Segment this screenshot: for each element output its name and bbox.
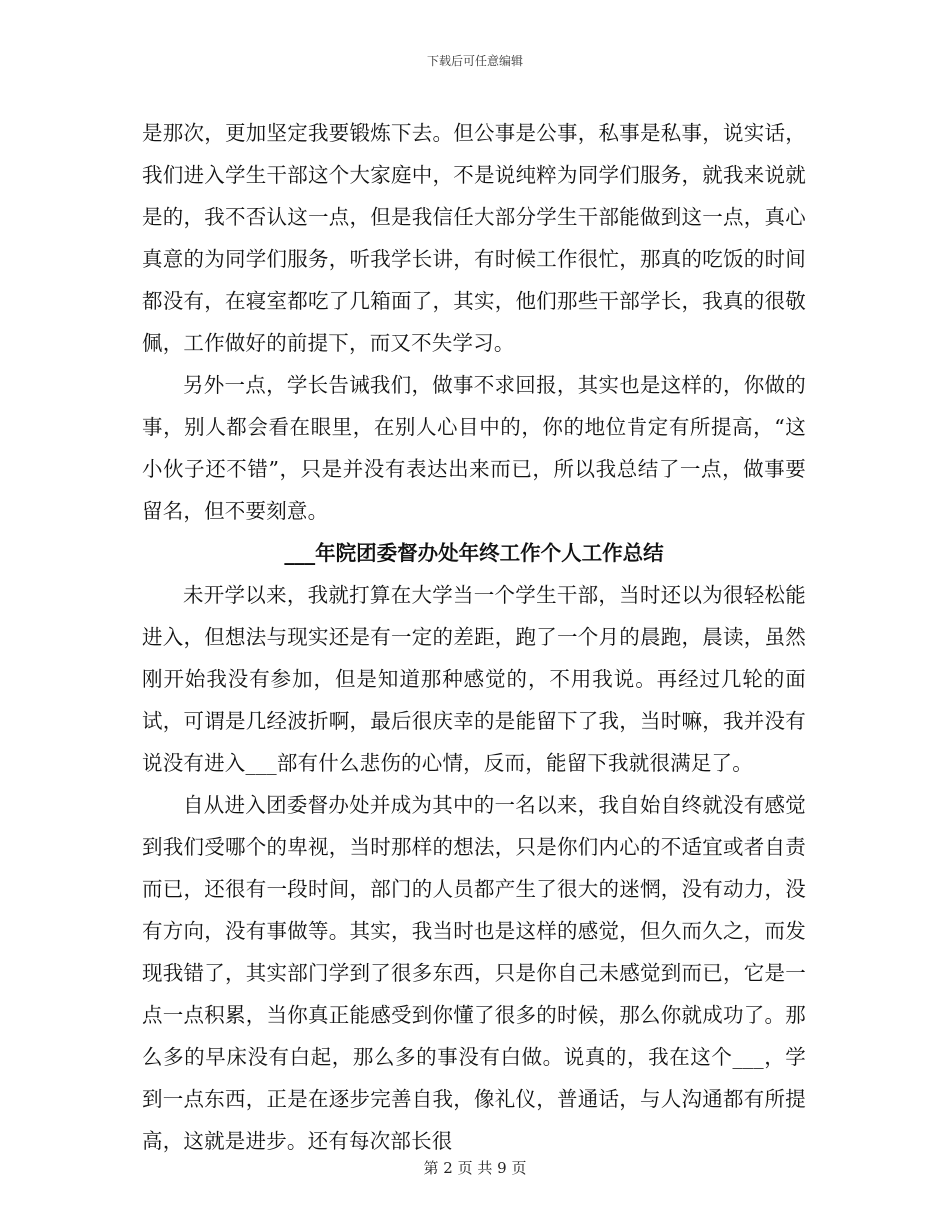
paragraph-experience: 自从进入团委督办处并成为其中的一名以来，我自始自终就没有感觉到我们受哪个的卑视，当时那样的想法，只是你们内心的不适宜或者自责而已，还很有一段时间，部门的人员都产生了很大的迷惘，没有动力，没有方向，没有事做等。其实，我当时也是这样的感觉，但久而久之，而发现我错了，其实部门学到了很多东西，只是你自己未感觉到而已，它是一点一点积累，当你真正能感受到你懂了很多的时候，那么你就成功了。那么多的早床没有白起，那么多的事没有白做。说真的，我在这个___，学到一点东西，正是在逐步完善自我，像礼仪，普通话，与人沟通都有所提高，这就是进步。还有每次部长很 xyxy=(142,793,806,1153)
paragraph-continuation: 是那次，更加坚定我要锻炼下去。但公事是公事，私事是私事，说实话，我们进入学生干部这个大家庭中，不是说纯粹为同学们服务，就我来说就是的，我不否认这一点，但是我信任大部分学生干部能做到这一点，真心真意的为同学们服务，听我学长讲，有时候工作很忙，那真的吃饭的时间都没有，在寝室都吃了几箱面了，其实，他们那些干部学长，我真的很敬佩，工作做好的前提下，而又不失学习。 xyxy=(142,121,806,355)
paragraph-intro: 未开学以来，我就打算在大学当一个学生干部，当时还以为很轻松能进入，但想法与现实还是有一定的差距，跑了一个月的晨跑，晨读，虽然刚开始我没有参加，但是知道那种感觉的，不用我说。再经过几轮的面试，可谓是几经波折啊，最后很庆幸的是能留下了我，当时嘛，我并没有说没有进入___部有什么悲伤的心情，反而，能留下我就很满足了。 xyxy=(142,583,806,775)
document-body xyxy=(142,112,806,1162)
section-title: ___年院团委督办处年终工作个人工作总结 xyxy=(284,541,664,565)
page-header: 下载后可任意编辑 xyxy=(426,54,523,68)
paragraph-advice: 另外一点，学长告诫我们，做事不求回报，其实也是这样的，你做的事，别人都会看在眼里，在别人心目中的，你的地位肯定有所提高，“这小伙子还不错”，只是并没有表达出来而已，所以我总结了一点，做事要留名，但不要刻意。 xyxy=(142,373,806,523)
page-number: 第 2 页 共 9 页 xyxy=(423,1159,527,1177)
